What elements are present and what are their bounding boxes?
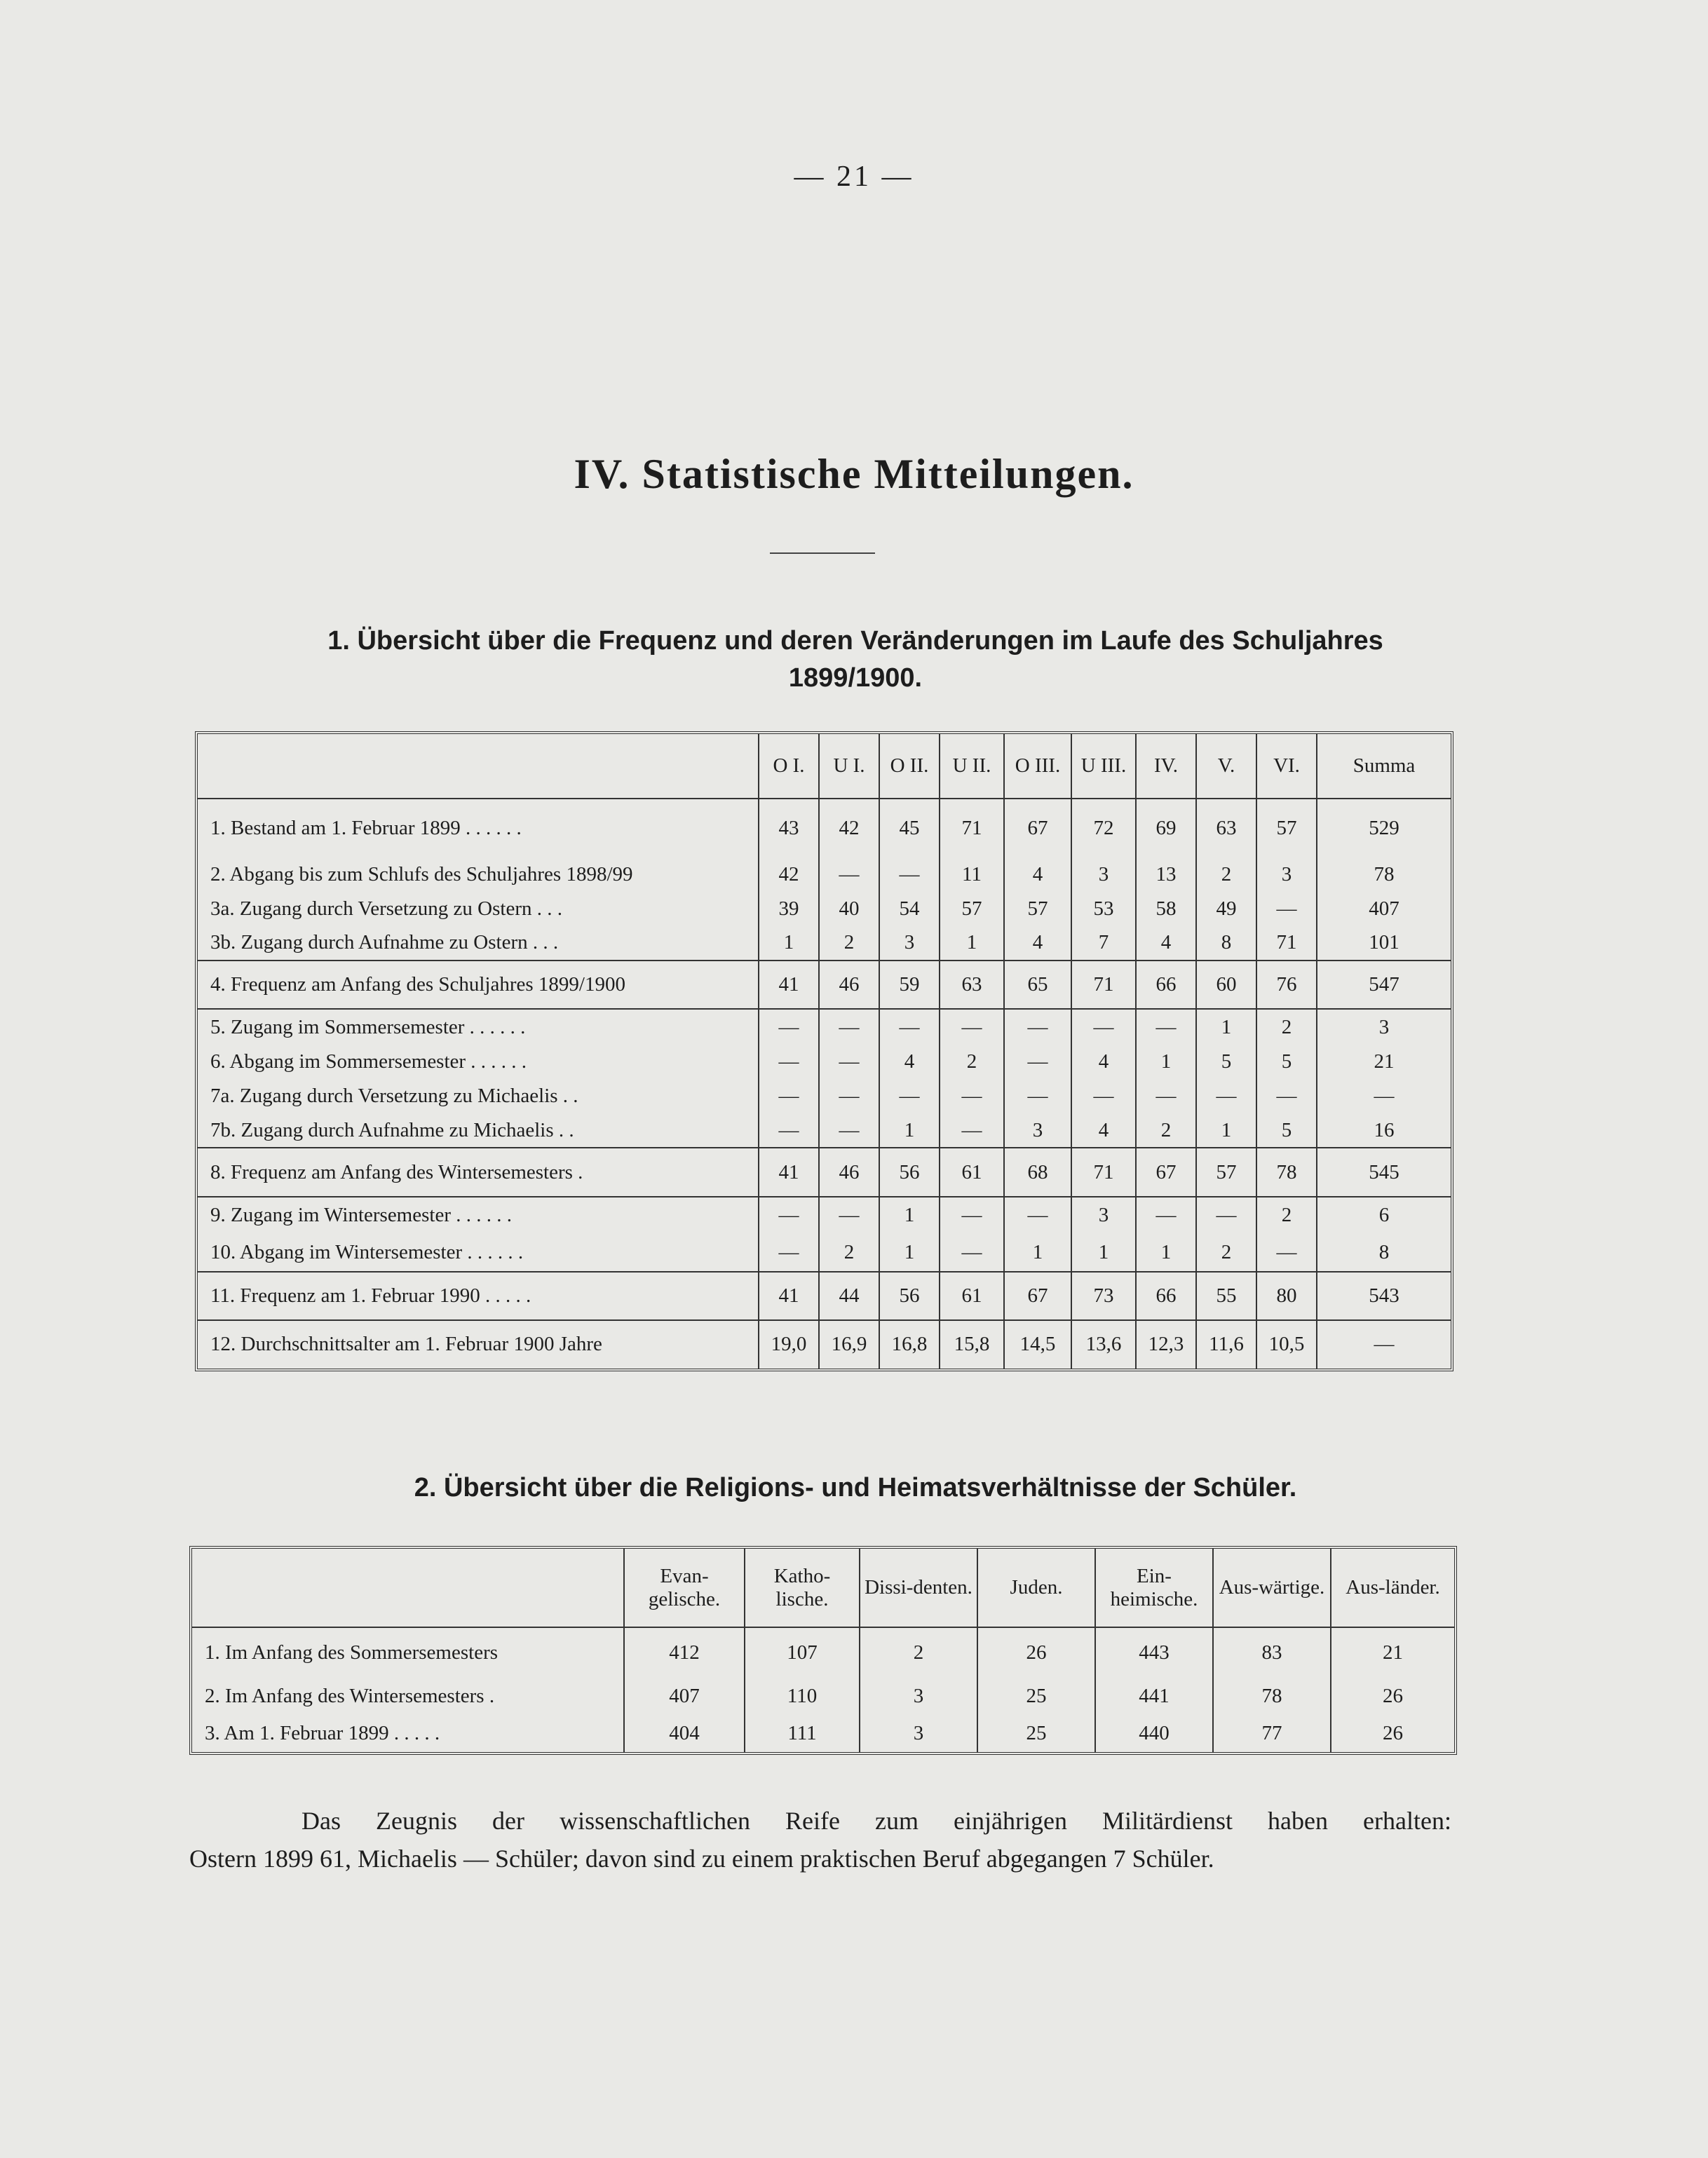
- table-cell: 2: [1256, 1197, 1317, 1235]
- col-header: Aus-wärtige.: [1213, 1549, 1331, 1627]
- table-cell: 77: [1213, 1715, 1331, 1752]
- row-label: 5. Zugang im Sommersemester . . . . . .: [198, 1009, 759, 1045]
- table-cell: 4: [1004, 926, 1071, 961]
- table-cell: 2: [1196, 857, 1256, 892]
- col-header: O I.: [759, 734, 819, 799]
- table-cell: 53: [1071, 892, 1136, 926]
- table-cell: —: [1196, 1197, 1256, 1235]
- page-number: — 21 —: [794, 161, 914, 193]
- table-cell: —: [1136, 1197, 1196, 1235]
- table-cell: 3: [860, 1715, 977, 1752]
- footer-paragraph: [189, 1802, 1451, 1878]
- table-cell: 1: [1136, 1045, 1196, 1079]
- table-cell: —: [819, 1045, 879, 1079]
- table-cell: 67: [1004, 1272, 1071, 1320]
- table-cell: 2: [1196, 1234, 1256, 1272]
- table-cell: 1: [1136, 1234, 1196, 1272]
- table-cell: 59: [879, 961, 940, 1009]
- col-header: VI.: [1256, 734, 1317, 799]
- table-cell: 25: [977, 1678, 1095, 1715]
- table-cell: 5: [1196, 1045, 1256, 1079]
- table-cell: —: [879, 1079, 940, 1113]
- table-cell: 57: [1004, 892, 1071, 926]
- table-row: [198, 926, 1451, 961]
- table-cell: 56: [879, 1148, 940, 1196]
- table-cell: 26: [1331, 1715, 1454, 1752]
- table-cell: 412: [624, 1627, 745, 1678]
- table-cell: 67: [1004, 799, 1071, 857]
- table-cell: 57: [1196, 1148, 1256, 1196]
- table-cell: 60: [1196, 961, 1256, 1009]
- table-cell: 1: [940, 926, 1004, 961]
- table-row: [198, 1320, 1451, 1369]
- table-cell: 40: [819, 892, 879, 926]
- table-row: [198, 1197, 1451, 1235]
- table-cell: —: [940, 1079, 1004, 1113]
- table-cell: —: [879, 1009, 940, 1045]
- table-cell: 25: [977, 1715, 1095, 1752]
- col-header: V.: [1196, 734, 1256, 799]
- table-cell: 13,6: [1071, 1320, 1136, 1369]
- table-cell: 1: [759, 926, 819, 961]
- row-label: 3. Am 1. Februar 1899 . . . . .: [205, 1722, 440, 1745]
- col-header: U III.: [1071, 734, 1136, 799]
- table-cell: 16: [1317, 1113, 1451, 1148]
- table-cell: —: [759, 1045, 819, 1079]
- table-cell: 529: [1317, 799, 1451, 857]
- table-cell: —: [1196, 1079, 1256, 1113]
- table-cell: 4: [1071, 1113, 1136, 1148]
- table-cell: 547: [1317, 961, 1451, 1009]
- table-cell: 2: [1256, 1009, 1317, 1045]
- table-row: [198, 1079, 1451, 1113]
- table-cell: 26: [1331, 1678, 1454, 1715]
- frequency-table-corner: [198, 734, 759, 799]
- table-cell: 76: [1256, 961, 1317, 1009]
- table-cell: —: [819, 1113, 879, 1148]
- table-cell: 1: [879, 1234, 940, 1272]
- table-cell: 441: [1095, 1678, 1213, 1715]
- table-cell: 55: [1196, 1272, 1256, 1320]
- section1-title: 1. Übersicht über die Frequenz und deren Veränderungen im Laufe des Schuljahres 1899/1900.: [327, 626, 1383, 693]
- table-row: [192, 1715, 1454, 1752]
- table-cell: 110: [745, 1678, 860, 1715]
- row-label: 8. Frequenz am Anfang des Wintersemesters .: [198, 1148, 759, 1196]
- table-cell: 2: [819, 1234, 879, 1272]
- row-label: 4. Frequenz am Anfang des Schuljahres 1899/1900: [198, 961, 759, 1009]
- table-cell: 61: [940, 1272, 1004, 1320]
- table-cell: 73: [1071, 1272, 1136, 1320]
- table-row: [192, 1678, 1454, 1715]
- table-cell: 83: [1213, 1627, 1331, 1678]
- religion-table-frame: [189, 1546, 1457, 1755]
- table-cell: 101: [1317, 926, 1451, 961]
- row-label: 6. Abgang im Sommersemester . . . . . .: [210, 1050, 527, 1073]
- table-cell: 543: [1317, 1272, 1451, 1320]
- table-cell: —: [1071, 1079, 1136, 1113]
- col-header: Juden.: [977, 1549, 1095, 1627]
- table-cell: 19,0: [759, 1320, 819, 1369]
- table-cell: —: [1004, 1197, 1071, 1235]
- title-divider: [770, 552, 875, 554]
- table-row: [198, 799, 1451, 857]
- table-cell: 58: [1136, 892, 1196, 926]
- col-header: IV.: [1136, 734, 1196, 799]
- table-cell: 21: [1331, 1627, 1454, 1678]
- table-cell: 3: [860, 1678, 977, 1715]
- table-cell: 56: [879, 1272, 940, 1320]
- table-cell: —: [1317, 1079, 1451, 1113]
- table-cell: 6: [1317, 1197, 1451, 1235]
- table-cell: 21: [1317, 1045, 1451, 1079]
- table-cell: —: [819, 1079, 879, 1113]
- table-cell: 443: [1095, 1627, 1213, 1678]
- table-cell: 545: [1317, 1148, 1451, 1196]
- row-label: 1. Im Anfang des Sommersemesters: [192, 1627, 624, 1678]
- table-cell: 63: [1196, 799, 1256, 857]
- table-cell: 61: [940, 1148, 1004, 1196]
- table-row: [198, 1148, 1451, 1196]
- row-label: 10. Abgang im Wintersemester . . . . . .: [210, 1240, 524, 1263]
- row-label: 3a. Zugang durch Versetzung zu Ostern . . .: [210, 897, 562, 920]
- table-cell: 4: [1004, 857, 1071, 892]
- page-title: IV. Statistische Mitteilungen.: [574, 451, 1134, 497]
- table-cell: —: [940, 1197, 1004, 1235]
- table-cell: 8: [1196, 926, 1256, 961]
- table-cell: 14,5: [1004, 1320, 1071, 1369]
- table-cell: 5: [1256, 1045, 1317, 1079]
- table-cell: 440: [1095, 1715, 1213, 1752]
- table-cell: 71: [1071, 961, 1136, 1009]
- table-cell: 45: [879, 799, 940, 857]
- row-label: 12. Durchschnittsalter am 1. Februar 1900 Jahre: [198, 1320, 759, 1369]
- table-cell: 46: [819, 961, 879, 1009]
- table-cell: 12,3: [1136, 1320, 1196, 1369]
- table-cell: 3: [1317, 1009, 1451, 1045]
- table-cell: 3: [1071, 857, 1136, 892]
- table-cell: —: [940, 1234, 1004, 1272]
- table-cell: 3: [879, 926, 940, 961]
- table-cell: 3: [1071, 1197, 1136, 1235]
- footer-line-2: Ostern 1899 61, Michaelis — Schüler; davon sind zu einem praktischen Beruf abgegangen 7 Schüler.: [189, 1845, 1214, 1873]
- table-cell: 41: [759, 1148, 819, 1196]
- table-cell: 1: [879, 1113, 940, 1148]
- table-cell: —: [759, 1197, 819, 1235]
- frequency-table: [198, 734, 1451, 1369]
- table-cell: —: [819, 857, 879, 892]
- table-row: [198, 961, 1451, 1009]
- table-cell: —: [819, 1197, 879, 1235]
- table-cell: —: [759, 1009, 819, 1045]
- table-cell: —: [819, 1009, 879, 1045]
- table-cell: 78: [1256, 1148, 1317, 1196]
- table-cell: —: [879, 857, 940, 892]
- table-cell: —: [759, 1079, 819, 1113]
- table-cell: 7: [1071, 926, 1136, 961]
- table-row: [198, 892, 1451, 926]
- footer-line-1: Das Zeugnis der wissenschaftlichen Reife zum einjährigen Militärdienst haben erhalten:: [301, 1807, 1451, 1835]
- table-cell: 71: [940, 799, 1004, 857]
- table-cell: 69: [1136, 799, 1196, 857]
- table-cell: 2: [1136, 1113, 1196, 1148]
- table-cell: 1: [1196, 1009, 1256, 1045]
- row-label: 1. Bestand am 1. Februar 1899 . . . . . .: [210, 816, 522, 839]
- table-cell: 404: [624, 1715, 745, 1752]
- table-cell: 407: [1317, 892, 1451, 926]
- table-cell: 78: [1213, 1678, 1331, 1715]
- table-cell: —: [1004, 1009, 1071, 1045]
- religion-table-body: [192, 1627, 1454, 1752]
- table-cell: 16,9: [819, 1320, 879, 1369]
- table-cell: —: [1256, 1079, 1317, 1113]
- table-cell: —: [1256, 892, 1317, 926]
- col-header: Summa: [1317, 734, 1451, 799]
- table-row: [198, 1272, 1451, 1320]
- table-cell: 8: [1317, 1234, 1451, 1272]
- table-row: [198, 1009, 1451, 1045]
- table-cell: 57: [940, 892, 1004, 926]
- table-cell: 65: [1004, 961, 1071, 1009]
- table-cell: 4: [879, 1045, 940, 1079]
- table-cell: 15,8: [940, 1320, 1004, 1369]
- table-cell: 41: [759, 961, 819, 1009]
- table-cell: —: [1004, 1079, 1071, 1113]
- table-row: [192, 1627, 1454, 1678]
- table-cell: 54: [879, 892, 940, 926]
- table-cell: 41: [759, 1272, 819, 1320]
- table-cell: 3: [1004, 1113, 1071, 1148]
- table-cell: 44: [819, 1272, 879, 1320]
- table-cell: —: [759, 1234, 819, 1272]
- table-cell: 11: [940, 857, 1004, 892]
- row-label: 2. Im Anfang des Wintersemesters .: [205, 1685, 495, 1708]
- table-cell: 68: [1004, 1148, 1071, 1196]
- table-cell: 72: [1071, 799, 1136, 857]
- table-cell: 111: [745, 1715, 860, 1752]
- table-cell: —: [1317, 1320, 1451, 1369]
- table-cell: —: [1004, 1045, 1071, 1079]
- col-header: U I.: [819, 734, 879, 799]
- religion-table-corner: [192, 1549, 624, 1627]
- table-cell: 57: [1256, 799, 1317, 857]
- frequency-table-body: [198, 799, 1451, 1369]
- table-cell: 63: [940, 961, 1004, 1009]
- table-cell: —: [1136, 1079, 1196, 1113]
- col-header: U II.: [940, 734, 1004, 799]
- table-cell: 80: [1256, 1272, 1317, 1320]
- table-cell: 107: [745, 1627, 860, 1678]
- table-row: [198, 857, 1451, 892]
- row-label: 7a. Zugang durch Versetzung zu Michaelis . .: [210, 1085, 578, 1108]
- col-header: Katho-lische.: [745, 1549, 860, 1627]
- table-cell: 67: [1136, 1148, 1196, 1196]
- table-cell: —: [940, 1113, 1004, 1148]
- col-header: Ein-heimische.: [1095, 1549, 1213, 1627]
- table-cell: 2: [860, 1627, 977, 1678]
- table-cell: 66: [1136, 1272, 1196, 1320]
- table-cell: —: [1256, 1234, 1317, 1272]
- frequency-table-frame: [195, 731, 1453, 1371]
- table-cell: —: [1071, 1009, 1136, 1045]
- table-cell: 66: [1136, 961, 1196, 1009]
- table-cell: 43: [759, 799, 819, 857]
- row-label: 7b. Zugang durch Aufnahme zu Michaelis . .: [210, 1118, 574, 1141]
- table-cell: 1: [879, 1197, 940, 1235]
- table-cell: 42: [819, 799, 879, 857]
- section2-title: 2. Übersicht über die Religions- und Heimatsverhältnisse der Schüler.: [414, 1473, 1297, 1502]
- row-label: 2. Abgang bis zum Schlufs des Schuljahres 1898/99: [210, 862, 633, 885]
- table-cell: 4: [1071, 1045, 1136, 1079]
- table-cell: 26: [977, 1627, 1095, 1678]
- table-cell: 16,8: [879, 1320, 940, 1369]
- religion-table: [192, 1549, 1454, 1752]
- table-cell: 4: [1136, 926, 1196, 961]
- table-cell: 2: [940, 1045, 1004, 1079]
- table-cell: —: [1136, 1009, 1196, 1045]
- table-cell: —: [940, 1009, 1004, 1045]
- col-header: Aus-länder.: [1331, 1549, 1454, 1627]
- table-cell: 39: [759, 892, 819, 926]
- table-cell: 11,6: [1196, 1320, 1256, 1369]
- table-cell: 1: [1196, 1113, 1256, 1148]
- table-row: [198, 1045, 1451, 1079]
- col-header: Dissi-denten.: [860, 1549, 977, 1627]
- table-cell: 2: [819, 926, 879, 961]
- row-label: 3b. Zugang durch Aufnahme zu Ostern . . .: [210, 931, 559, 954]
- table-cell: 42: [759, 857, 819, 892]
- table-row: [198, 1113, 1451, 1148]
- table-cell: —: [759, 1113, 819, 1148]
- table-cell: 3: [1256, 857, 1317, 892]
- col-header: O III.: [1004, 734, 1071, 799]
- table-cell: 71: [1071, 1148, 1136, 1196]
- table-cell: 1: [1004, 1234, 1071, 1272]
- table-cell: 71: [1256, 926, 1317, 961]
- table-cell: 46: [819, 1148, 879, 1196]
- table-cell: 10,5: [1256, 1320, 1317, 1369]
- col-header: O II.: [879, 734, 940, 799]
- table-cell: 407: [624, 1678, 745, 1715]
- table-cell: 13: [1136, 857, 1196, 892]
- table-row: [198, 1234, 1451, 1272]
- row-label: 9. Zugang im Wintersemester . . . . . .: [198, 1197, 759, 1235]
- table-cell: 49: [1196, 892, 1256, 926]
- table-cell: 1: [1071, 1234, 1136, 1272]
- col-header: Evan-gelische.: [624, 1549, 745, 1627]
- table-cell: 5: [1256, 1113, 1317, 1148]
- table-cell: 78: [1317, 857, 1451, 892]
- row-label: 11. Frequenz am 1. Februar 1990 . . . . .: [198, 1272, 759, 1320]
